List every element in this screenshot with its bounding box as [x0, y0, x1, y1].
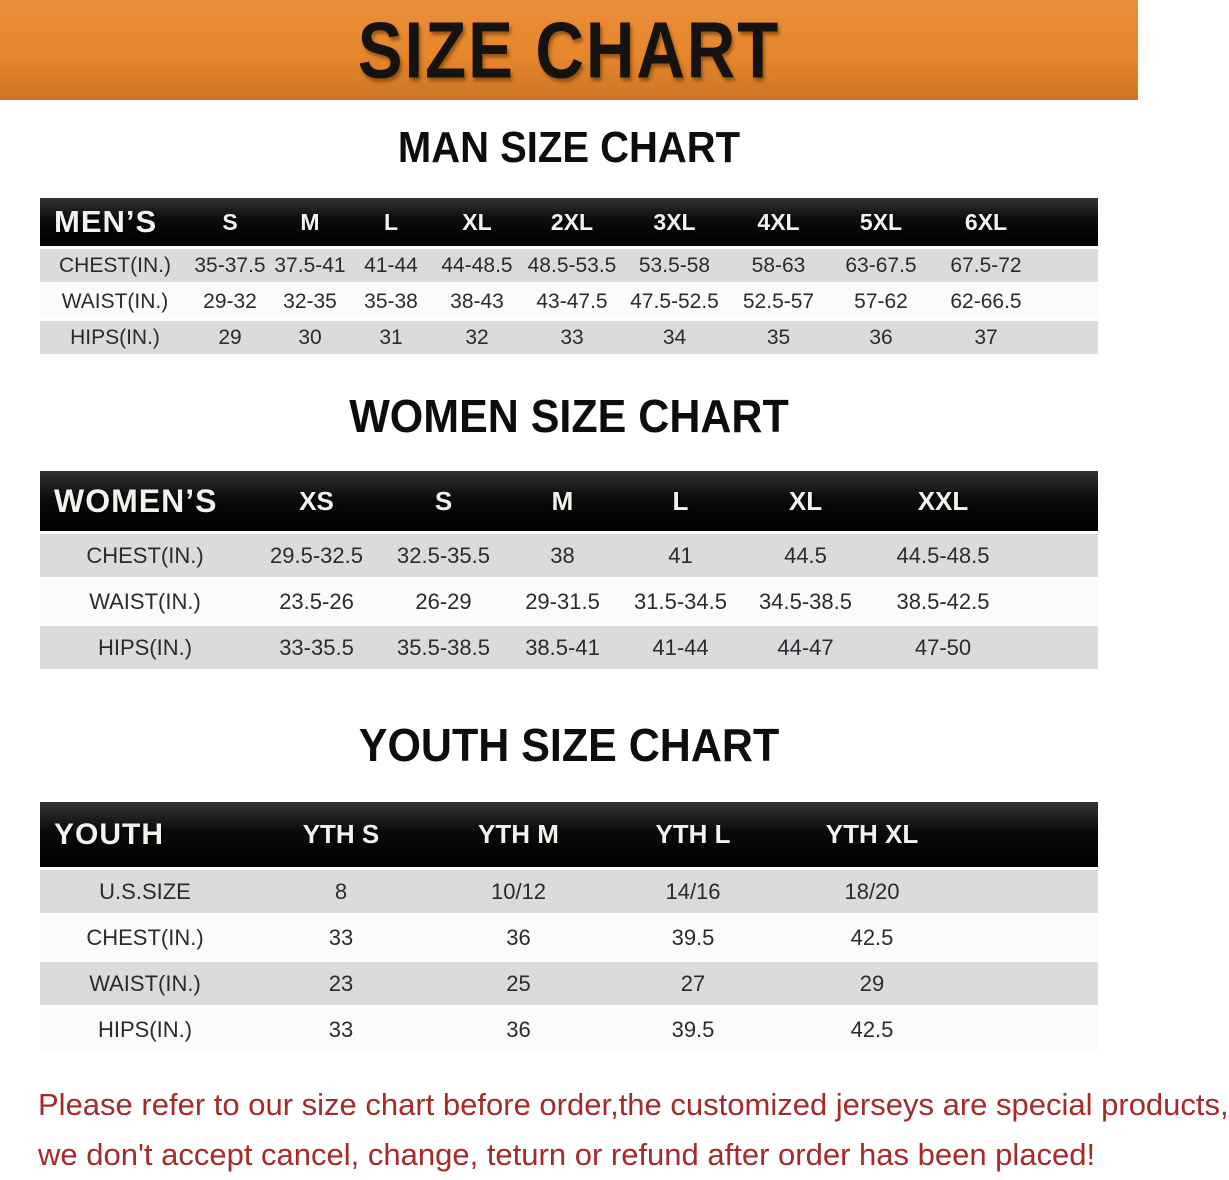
- size-cell: 35-38: [350, 285, 432, 318]
- mens-header-row: [40, 198, 1098, 246]
- size-cell: 42.5: [781, 916, 963, 959]
- size-cell: 36: [432, 1008, 605, 1051]
- size-cell: 31.5-34.5: [621, 580, 740, 623]
- spacer-cell: [1015, 626, 1098, 669]
- row-label: WAIST(IN.): [40, 285, 190, 318]
- size-cell: 62-66.5: [932, 285, 1040, 318]
- row-label: WAIST(IN.): [40, 580, 250, 623]
- table-row: [40, 1008, 1098, 1051]
- size-cell: 57-62: [830, 285, 932, 318]
- size-cell: 26-29: [383, 580, 504, 623]
- size-cell: 29: [781, 962, 963, 1005]
- size-cell: 35: [727, 321, 830, 354]
- size-cell: 48.5-53.5: [522, 249, 622, 282]
- size-column-header: 3XL: [622, 198, 727, 246]
- spacer-cell: [1015, 534, 1098, 577]
- size-column-header: YTH S: [250, 802, 432, 867]
- size-cell: 41-44: [621, 626, 740, 669]
- spacer-cell: [1040, 321, 1098, 354]
- size-cell: 35-37.5: [190, 249, 270, 282]
- size-column-header: L: [621, 471, 740, 531]
- size-cell: 38.5-42.5: [871, 580, 1015, 623]
- row-label: WAIST(IN.): [40, 962, 250, 1005]
- size-cell: 63-67.5: [830, 249, 932, 282]
- man-section-title: MAN SIZE CHART: [397, 124, 741, 172]
- size-cell: 38: [504, 534, 621, 577]
- size-cell: 53.5-58: [622, 249, 727, 282]
- row-label: U.S.SIZE: [40, 870, 250, 913]
- size-cell: 52.5-57: [727, 285, 830, 318]
- disclaimer-line-1: Please refer to our size chart before order,the customized jerseys are special products,: [38, 1087, 1229, 1122]
- size-cell: 27: [605, 962, 781, 1005]
- youth-size-table: [40, 799, 1098, 1054]
- size-cell: 33: [522, 321, 622, 354]
- spacer-cell: [963, 1008, 1098, 1051]
- row-label: HIPS(IN.): [40, 321, 190, 354]
- size-cell: 43-47.5: [522, 285, 622, 318]
- size-cell: 35.5-38.5: [383, 626, 504, 669]
- spacer-cell: [1040, 285, 1098, 318]
- size-column-header: XXL: [871, 471, 1015, 531]
- size-chart-banner: [0, 0, 1138, 100]
- size-cell: 29.5-32.5: [250, 534, 383, 577]
- size-column-header: S: [190, 198, 270, 246]
- womens-header-row: [40, 471, 1098, 531]
- size-cell: 29-31.5: [504, 580, 621, 623]
- size-column-header: XL: [740, 471, 871, 531]
- size-column-header: 5XL: [830, 198, 932, 246]
- size-column-header: YTH M: [432, 802, 605, 867]
- row-label: HIPS(IN.): [40, 1008, 250, 1051]
- spacer-cell: [963, 916, 1098, 959]
- size-cell: 41: [621, 534, 740, 577]
- womens-table-label: WOMEN’S: [40, 471, 250, 531]
- table-row: [40, 249, 1098, 282]
- size-cell: 44.5-48.5: [871, 534, 1015, 577]
- size-cell: 41-44: [350, 249, 432, 282]
- table-row: [40, 916, 1098, 959]
- mens-table-label: MEN’S: [40, 198, 190, 246]
- size-cell: 31: [350, 321, 432, 354]
- size-cell: 36: [830, 321, 932, 354]
- disclaimer-text: [38, 1080, 1229, 1180]
- size-cell: 23: [250, 962, 432, 1005]
- size-column-header: YTH XL: [781, 802, 963, 867]
- size-cell: 23.5-26: [250, 580, 383, 623]
- row-label: CHEST(IN.): [40, 916, 250, 959]
- size-cell: 32: [432, 321, 522, 354]
- size-cell: 37: [932, 321, 1040, 354]
- table-row: [40, 321, 1098, 354]
- table-row: [40, 870, 1098, 913]
- size-cell: 10/12: [432, 870, 605, 913]
- table-row: [40, 962, 1098, 1005]
- size-cell: 33: [250, 1008, 432, 1051]
- youth-section-title: YOUTH SIZE CHART: [358, 720, 780, 772]
- size-column-header: XS: [250, 471, 383, 531]
- size-column-header: 4XL: [727, 198, 830, 246]
- table-row: [40, 534, 1098, 577]
- row-label: HIPS(IN.): [40, 626, 250, 669]
- spacer-cell: [963, 962, 1098, 1005]
- size-cell: 44-48.5: [432, 249, 522, 282]
- size-cell: 47-50: [871, 626, 1015, 669]
- size-cell: 8: [250, 870, 432, 913]
- youth-header-row: [40, 802, 1098, 867]
- women-section-title: WOMEN SIZE CHART: [349, 391, 789, 443]
- size-cell: 37.5-41: [270, 249, 350, 282]
- size-column-header: L: [350, 198, 432, 246]
- size-cell: 44-47: [740, 626, 871, 669]
- table-row: [40, 285, 1098, 318]
- size-cell: 34.5-38.5: [740, 580, 871, 623]
- size-column-header: XL: [432, 198, 522, 246]
- size-column-header: YTH L: [605, 802, 781, 867]
- disclaimer-line-2: we don't accept cancel, change, teturn or refund after order has been placed!: [38, 1137, 1096, 1172]
- youth-table-label: YOUTH: [40, 802, 250, 867]
- spacer-cell: [1015, 580, 1098, 623]
- table-row: [40, 580, 1098, 623]
- size-chart-title: SIZE CHART: [357, 5, 781, 95]
- size-cell: 39.5: [605, 916, 781, 959]
- size-cell: 30: [270, 321, 350, 354]
- size-cell: 38-43: [432, 285, 522, 318]
- spacer-cell: [1040, 198, 1098, 246]
- size-cell: 32.5-35.5: [383, 534, 504, 577]
- size-cell: 14/16: [605, 870, 781, 913]
- womens-size-table: [40, 468, 1098, 672]
- size-column-header: M: [270, 198, 350, 246]
- size-cell: 33-35.5: [250, 626, 383, 669]
- size-cell: 29: [190, 321, 270, 354]
- size-cell: 25: [432, 962, 605, 1005]
- mens-size-table: [40, 195, 1098, 357]
- spacer-cell: [1040, 249, 1098, 282]
- row-label: CHEST(IN.): [40, 534, 250, 577]
- size-column-header: 6XL: [932, 198, 1040, 246]
- size-cell: 58-63: [727, 249, 830, 282]
- spacer-cell: [1015, 471, 1098, 531]
- spacer-cell: [963, 802, 1098, 867]
- spacer-cell: [963, 870, 1098, 913]
- table-row: [40, 626, 1098, 669]
- row-label: CHEST(IN.): [40, 249, 190, 282]
- size-cell: 33: [250, 916, 432, 959]
- size-column-header: S: [383, 471, 504, 531]
- size-cell: 36: [432, 916, 605, 959]
- size-cell: 18/20: [781, 870, 963, 913]
- size-cell: 34: [622, 321, 727, 354]
- size-cell: 47.5-52.5: [622, 285, 727, 318]
- size-cell: 42.5: [781, 1008, 963, 1051]
- size-cell: 29-32: [190, 285, 270, 318]
- size-cell: 32-35: [270, 285, 350, 318]
- size-column-header: 2XL: [522, 198, 622, 246]
- size-cell: 39.5: [605, 1008, 781, 1051]
- size-cell: 44.5: [740, 534, 871, 577]
- size-cell: 38.5-41: [504, 626, 621, 669]
- size-cell: 67.5-72: [932, 249, 1040, 282]
- size-column-header: M: [504, 471, 621, 531]
